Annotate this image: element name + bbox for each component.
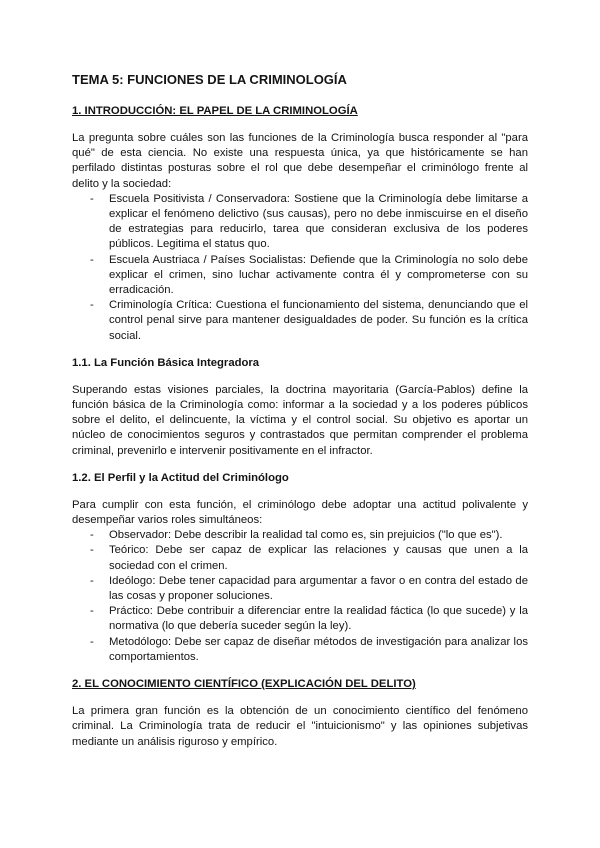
list-item: [90, 635, 528, 665]
dash-bullet: -: [90, 635, 94, 648]
subsection-1-1-paragraph: Superando estas visiones parciales, la doctrina mayoritaria (García-Pablos) define la función básica de la Criminología como: informar a la sociedad y a los poderes públicos sobre el delito, el delincuente, la víctima y el control social. Su objetivo es aportar un núcleo de conocimientos seguros y contrastados que permitan comprender el problema criminal, prevenirlo e intervenir positivamente en el infractor.: [72, 383, 528, 457]
dash-bullet: -: [90, 253, 94, 266]
list-item-text: Ideólogo: Debe tener capacidad para argumentar a favor o en contra del estado de las cosas y proponer soluciones.: [109, 574, 528, 603]
list-item: [90, 528, 528, 543]
section-1-intro-paragraph: La pregunta sobre cuáles son las funciones de la Criminología busca responder al "para qué" de esta ciencia. No existe una respuesta única, ya que históricamente se han perfilado distintas posturas sobre el rol que debe desempeñar el criminólogo frente al delito y la sociedad:: [72, 132, 528, 190]
school-positions-list: [72, 192, 528, 344]
section-2-paragraph: La primera gran función es la obtención de un conocimiento científico del fenómeno criminal. La Criminología trata de reducir el "intuicionismo" y las opiniones subjetivas mediante un análisis riguroso y empírico.: [72, 705, 528, 748]
dash-bullet: -: [90, 299, 94, 312]
list-item-text: Práctico: Debe contribuir a diferenciar entre la realidad fáctica (lo que sucede) y la normativa (lo que debería suceder según la ley).: [109, 605, 528, 633]
list-item: [90, 604, 528, 634]
list-item: [90, 192, 528, 253]
list-item-text: Escuela Positivista / Conservadora: Sostiene que la Criminología debe limitarse a explicar el fenómeno delictivo (sus causas), pero no debe inmiscuirse en el diseño de estrategias para reducirlo, tarea que consideran exclusiva de los poderes públicos. Legitima el status quo.: [109, 192, 528, 251]
list-item-text: Escuela Austriaca / Países Socialistas: Defiende que la Criminología no solo debe explicar el crimen, sino luchar activamente contra él y comprometerse con su erradicación.: [109, 253, 528, 297]
list-item: [90, 298, 528, 344]
dash-bullet: -: [90, 192, 94, 205]
list-item-text: Metodólogo: Debe ser capaz de diseñar métodos de investigación para analizar los comportamientos.: [109, 635, 528, 663]
dash-bullet: -: [90, 605, 94, 618]
list-item-text: Teórico: Debe ser capaz de explicar las relaciones y causas que unen a la sociedad con el crimen.: [109, 544, 528, 572]
subsection-1-1-heading: 1.1. La Función Básica Integradora: [72, 356, 260, 369]
document-title: TEMA 5: FUNCIONES DE LA CRIMINOLOGÍA: [72, 72, 347, 87]
list-item: [90, 543, 528, 573]
section-1-heading: 1. INTRODUCCIÓN: EL PAPEL DE LA CRIMINOLOGÍA: [72, 105, 358, 117]
list-item: [90, 253, 528, 299]
subsection-1-2-intro-paragraph: Para cumplir con esta función, el criminólogo debe adoptar una actitud polivalente y desempeñar varios roles simultáneos:: [72, 498, 528, 527]
list-item-text: Criminología Crítica: Cuestiona el funcionamiento del sistema, denunciando que el control penal sirve para mantener desigualdades de poder. Su función es la crítica social.: [109, 299, 528, 342]
subsection-1-2-heading: 1.2. El Perfil y la Actitud del Criminólogo: [72, 471, 289, 484]
list-item-text: Observador: Debe describir la realidad tal como es, sin prejuicios ("lo que es").: [109, 529, 503, 542]
section-2-heading: 2. EL CONOCIMIENTO CIENTÍFICO (EXPLICACIÓN DEL DELITO): [72, 678, 416, 691]
dash-bullet: -: [90, 574, 94, 587]
dash-bullet: -: [90, 544, 94, 557]
dash-bullet: -: [90, 529, 94, 542]
criminologist-roles-list: [72, 528, 528, 665]
list-item: [90, 574, 528, 604]
